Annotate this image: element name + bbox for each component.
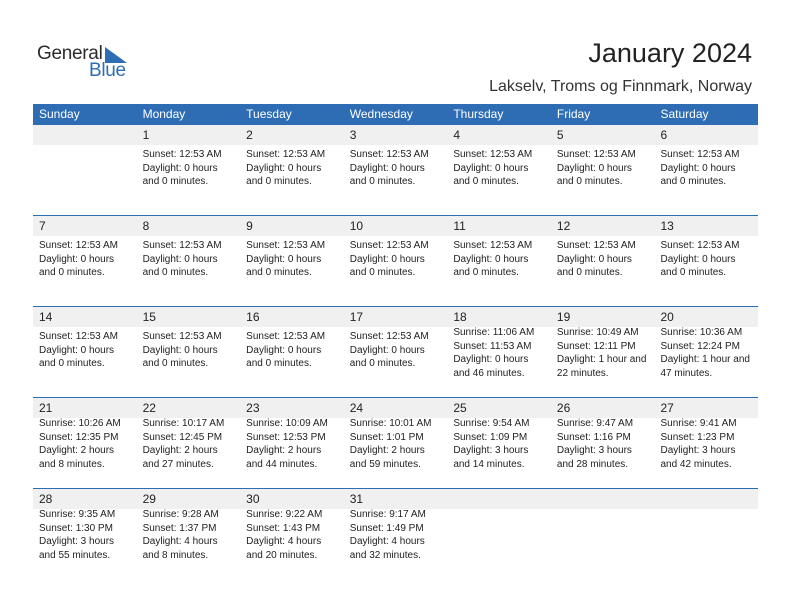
day-info-line: and 44 minutes. [246, 458, 318, 470]
day-info-line: and 0 minutes. [39, 267, 105, 279]
day-cell [447, 216, 551, 306]
day-info-line: and 55 minutes. [39, 549, 111, 561]
day-info-line: Daylight: 0 hours [556, 162, 632, 174]
weekday-friday: Friday [556, 107, 591, 121]
day-info [143, 148, 222, 189]
day-info-line: and 0 minutes. [142, 358, 209, 370]
day-info [143, 508, 219, 562]
day-number: 4 [453, 128, 460, 142]
day-cell [551, 307, 655, 397]
day-info-line: Sunset: 1:23 PM [660, 431, 735, 443]
day-info-line: Daylight: 2 hours [142, 445, 218, 457]
day-info-line: and 0 minutes. [453, 267, 519, 279]
day-info-line: Sunset: 12:53 AM [142, 149, 222, 160]
day-info [660, 326, 750, 380]
day-info-line: Daylight: 0 hours [349, 253, 425, 265]
day-cell [654, 398, 758, 488]
day-number: 15 [142, 310, 156, 324]
day-info [453, 417, 529, 471]
day-number: 23 [246, 401, 260, 415]
day-info-line: and 46 minutes. [453, 367, 525, 379]
day-info-line: and 8 minutes. [142, 549, 209, 561]
day-info-line: Sunrise: 10:49 AM [556, 327, 639, 338]
logo-word-general: General [37, 43, 103, 64]
day-number: 6 [660, 128, 668, 142]
day-info-line: Sunset: 12:53 AM [246, 240, 326, 251]
day-info-line: Daylight: 0 hours [349, 344, 425, 356]
day-number: 27 [660, 401, 674, 415]
day-cell [33, 489, 137, 579]
day-number: 31 [349, 492, 364, 506]
day-info-line: and 28 minutes. [556, 458, 629, 470]
day-info [39, 239, 118, 280]
day-info [557, 417, 633, 471]
day-info-line: Daylight: 0 hours [660, 253, 736, 265]
day-info [660, 148, 739, 189]
day-info-line: Sunrise: 10:26 AM [39, 418, 121, 429]
day-info-line: and 0 minutes. [246, 358, 312, 370]
day-info-line: Daylight: 3 hours [39, 536, 115, 548]
day-info-line: Sunset: 12:53 AM [453, 240, 533, 251]
weekday-sunday: Sunday [39, 107, 80, 121]
day-number: 11 [453, 219, 466, 233]
day-info [453, 239, 532, 280]
day-info-line: Sunset: 12:53 PM [246, 431, 326, 443]
day-info-line: Sunset: 11:53 AM [453, 340, 532, 352]
weeks-container [33, 125, 758, 579]
day-info-line: Sunset: 1:09 PM [453, 431, 528, 443]
weekday-header-row [33, 104, 758, 125]
day-info-line: Daylight: 0 hours [39, 344, 115, 356]
day-info-line: Sunset: 12:11 PM [556, 340, 636, 352]
day-info [453, 326, 534, 380]
day-cell [344, 125, 448, 215]
week-days [33, 125, 758, 215]
day-info-line: Sunrise: 9:54 AM [453, 418, 530, 429]
day-number: 3 [349, 128, 357, 142]
day-number: 20 [660, 310, 674, 324]
empty-day-cell [551, 489, 655, 579]
weekday-tuesday: Tuesday [246, 107, 292, 121]
day-info-line: Sunset: 12:35 PM [39, 431, 119, 443]
day-info-line: Daylight: 3 hours [660, 445, 736, 457]
day-cell [654, 125, 758, 215]
day-info-line: Daylight: 2 hours [349, 445, 425, 457]
week-row [33, 125, 758, 215]
day-info-line: Sunset: 12:45 PM [142, 431, 223, 443]
day-info [350, 239, 429, 280]
day-info [246, 239, 325, 280]
day-number: 17 [349, 310, 364, 324]
day-info-line: Sunrise: 9:41 AM [660, 418, 737, 429]
day-info-line: and 0 minutes. [142, 176, 209, 188]
day-info-line: and 0 minutes. [349, 267, 416, 279]
day-info-line: Daylight: 4 hours [349, 536, 425, 548]
empty-day-cell [654, 489, 758, 579]
day-info-line: and 32 minutes. [349, 549, 421, 561]
day-info-line: Sunrise: 11:06 AM [453, 327, 535, 338]
day-info-line: and 27 minutes. [142, 458, 214, 470]
day-info-line: and 0 minutes. [556, 176, 623, 188]
day-info-line: Daylight: 0 hours [142, 253, 218, 265]
day-info [660, 239, 739, 280]
day-info-line: Sunset: 12:53 AM [453, 149, 533, 160]
day-info-line: Sunset: 1:30 PM [39, 522, 113, 534]
day-info-line: Daylight: 0 hours [349, 162, 425, 174]
day-info-line: Daylight: 0 hours [453, 354, 529, 366]
day-info-line: Sunset: 12:53 AM [142, 240, 222, 251]
day-info-line: Daylight: 0 hours [142, 162, 218, 174]
day-info-line: Daylight: 1 hour and [556, 354, 647, 366]
day-info-line: Daylight: 0 hours [246, 344, 322, 356]
week-days [33, 216, 758, 306]
page-title: January 2024 [588, 38, 752, 68]
day-number: 13 [660, 219, 674, 233]
day-info [246, 417, 328, 471]
day-info-line: Sunrise: 10:36 AM [660, 327, 743, 338]
calendar-grid [33, 104, 758, 579]
day-info-line: Sunrise: 9:47 AM [556, 418, 634, 429]
day-number: 24 [349, 401, 364, 415]
day-cell [137, 489, 241, 579]
day-info-line: Daylight: 0 hours [556, 253, 632, 265]
day-info-line: Sunrise: 9:28 AM [142, 509, 219, 520]
location-subtitle: Lakselv, Troms og Finnmark, Norway [489, 78, 752, 95]
day-info [660, 417, 736, 471]
day-info [39, 508, 115, 562]
day-info-line: Daylight: 0 hours [453, 162, 529, 174]
weekday-thursday: Thursday [453, 107, 504, 121]
day-info [143, 417, 225, 471]
day-info-line: Sunset: 1:16 PM [556, 431, 631, 443]
day-info [350, 417, 432, 471]
day-cell [240, 489, 344, 579]
day-info-line: and 42 minutes. [660, 458, 732, 470]
day-number: 2 [246, 128, 253, 142]
day-info-line: Sunrise: 9:22 AM [246, 509, 323, 520]
weekday-wednesday: Wednesday [349, 107, 413, 121]
day-info-line: Sunset: 12:53 AM [246, 149, 326, 160]
day-info-line: Daylight: 0 hours [246, 162, 322, 174]
day-info-line: and 0 minutes. [660, 267, 727, 279]
day-info [246, 330, 325, 371]
day-info-line: Sunset: 12:53 AM [39, 240, 118, 251]
day-info-line: Sunset: 1:37 PM [142, 522, 217, 534]
day-info-line: Daylight: 1 hour and [660, 354, 750, 366]
day-info-line: Sunset: 12:53 AM [556, 240, 636, 251]
day-info-line: Sunset: 1:49 PM [349, 522, 424, 534]
day-number: 18 [453, 310, 467, 324]
day-cell [33, 307, 137, 397]
day-number: 30 [246, 492, 260, 506]
day-info-line: Daylight: 4 hours [246, 536, 322, 548]
day-info [557, 239, 636, 280]
day-info [350, 330, 429, 371]
week-row [33, 306, 758, 397]
day-info [453, 148, 532, 189]
day-info-line: 22 minutes. [556, 367, 609, 379]
day-number: 21 [39, 401, 53, 415]
weekday-saturday: Saturday [660, 107, 709, 121]
day-number: 10 [349, 219, 364, 233]
day-info-line: Daylight: 2 hours [39, 445, 115, 457]
day-number: 25 [453, 401, 467, 415]
day-info-line: Sunset: 12:24 PM [660, 340, 740, 352]
week-row [33, 397, 758, 488]
day-info-line: Daylight: 3 hours [453, 445, 529, 457]
day-number: 5 [556, 128, 564, 142]
empty-day-cell [447, 489, 551, 579]
day-info-line: Sunset: 12:53 AM [660, 149, 740, 160]
day-info [350, 508, 426, 562]
day-number: 12 [556, 219, 571, 233]
day-info [246, 508, 322, 562]
day-info-line: and 0 minutes. [142, 267, 209, 279]
day-number: 7 [39, 219, 46, 233]
day-number: 1 [142, 128, 150, 142]
day-info-line: and 14 minutes. [453, 458, 525, 470]
day-cell [344, 216, 448, 306]
day-info-line: Daylight: 3 hours [556, 445, 632, 457]
day-cell [447, 125, 551, 215]
day-number: 16 [246, 310, 260, 324]
day-info [39, 330, 118, 371]
day-info-line: and 59 minutes. [349, 458, 421, 470]
day-number: 8 [142, 219, 150, 233]
day-cell [551, 125, 655, 215]
day-info-line: and 20 minutes. [246, 549, 318, 561]
day-cell [137, 398, 241, 488]
day-info-line: Sunset: 12:53 AM [556, 149, 636, 160]
day-number: 29 [142, 492, 156, 506]
day-info [350, 148, 429, 189]
day-info-line: Daylight: 2 hours [246, 445, 322, 457]
day-info-line: and 8 minutes. [39, 458, 105, 470]
day-info-line: Sunset: 12:53 AM [349, 149, 429, 160]
day-cell [551, 216, 655, 306]
day-info-line: and 0 minutes. [246, 176, 312, 188]
day-info-line: Sunset: 1:01 PM [349, 431, 424, 443]
day-number: 28 [39, 492, 53, 506]
day-info-line: Sunrise: 10:09 AM [246, 418, 328, 429]
day-info-line: and 0 minutes. [556, 267, 623, 279]
day-info-line: and 0 minutes. [246, 267, 312, 279]
day-cell [240, 307, 344, 397]
day-info-line: Sunset: 1:43 PM [246, 522, 321, 534]
day-cell [447, 307, 551, 397]
day-info-line: and 0 minutes. [39, 358, 105, 370]
day-info [143, 330, 222, 371]
logo-word-blue: Blue [89, 60, 126, 81]
day-info-line: Sunrise: 10:17 AM [142, 418, 225, 429]
week-days [33, 489, 758, 579]
week-days [33, 307, 758, 397]
day-cell [137, 125, 241, 215]
day-cell [240, 398, 344, 488]
day-info-line: Sunset: 12:53 AM [246, 331, 326, 342]
logo [37, 43, 137, 83]
day-info-line: and 0 minutes. [453, 176, 519, 188]
day-info-line: and 0 minutes. [660, 176, 727, 188]
day-info [143, 239, 222, 280]
day-number: 26 [556, 401, 571, 415]
week-row [33, 488, 758, 579]
day-info-line: Sunrise: 9:35 AM [39, 509, 116, 520]
day-info-line: 47 minutes. [660, 367, 713, 379]
day-cell [33, 398, 137, 488]
day-cell [137, 307, 241, 397]
empty-day-cell [33, 125, 137, 215]
weekday-monday: Monday [142, 107, 186, 121]
day-info [557, 326, 647, 380]
day-info-line: Sunset: 12:53 AM [660, 240, 740, 251]
day-cell [240, 125, 344, 215]
day-cell [240, 216, 344, 306]
day-info-line: Sunset: 12:53 AM [349, 331, 429, 342]
day-info-line: Sunset: 12:53 AM [39, 331, 118, 342]
day-cell [551, 398, 655, 488]
day-info-line: Daylight: 4 hours [142, 536, 218, 548]
day-number: 9 [246, 219, 253, 233]
day-info [557, 148, 636, 189]
day-info-line: Daylight: 0 hours [39, 253, 115, 265]
day-cell [654, 307, 758, 397]
day-info-line: Daylight: 0 hours [142, 344, 218, 356]
day-info-line: and 0 minutes. [349, 358, 416, 370]
day-cell [344, 489, 448, 579]
day-cell [447, 398, 551, 488]
day-info-line: and 0 minutes. [349, 176, 416, 188]
day-info-line: Daylight: 0 hours [246, 253, 322, 265]
day-cell [344, 398, 448, 488]
day-cell [654, 216, 758, 306]
day-number: 19 [556, 310, 571, 324]
day-cell [33, 216, 137, 306]
day-info-line: Sunrise: 9:17 AM [349, 509, 426, 520]
day-info-line: Daylight: 0 hours [453, 253, 529, 265]
week-row [33, 215, 758, 306]
day-info-line: Daylight: 0 hours [660, 162, 736, 174]
day-info [39, 417, 121, 471]
day-info-line: Sunrise: 10:01 AM [349, 418, 432, 429]
day-info [246, 148, 325, 189]
day-info-line: Sunset: 12:53 AM [349, 240, 429, 251]
day-number: 22 [142, 401, 156, 415]
day-cell [344, 307, 448, 397]
week-days [33, 398, 758, 488]
day-cell [137, 216, 241, 306]
day-info-line: Sunset: 12:53 AM [142, 331, 222, 342]
day-number: 14 [39, 310, 53, 324]
